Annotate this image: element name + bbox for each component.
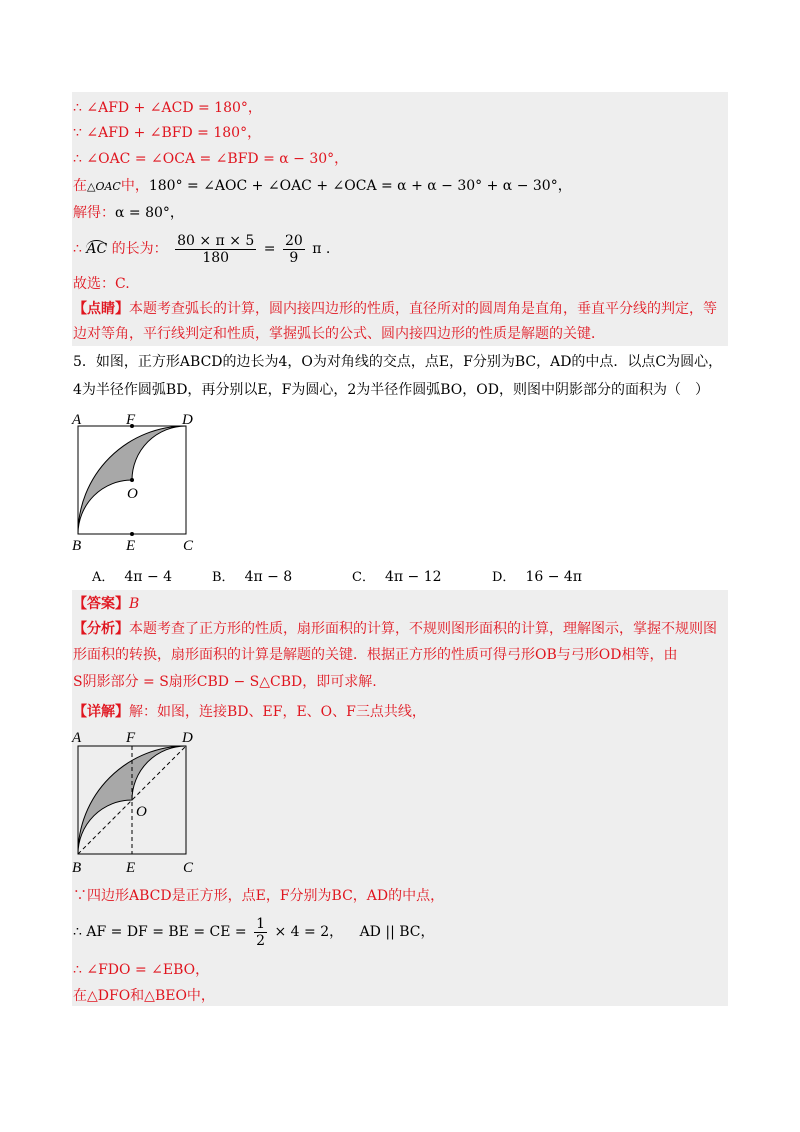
half-fraction: $\frac{1}{2}$: [256, 915, 266, 949]
solution-line-4: 在△OAC中，180° = ∠AOC + ∠OAC + ∠OCA = α + α − 30° + α − 30°，: [73, 178, 572, 194]
arc-length-result: $\frac{20}{9}$: [284, 232, 303, 266]
label-a: A: [72, 412, 82, 428]
analysis-line-3: S阴影部分 = S扇形CBD − S△CBD，即可求解.: [73, 674, 377, 690]
comment-line-2: 边对等角，平行线判定和性质，掌握弧长的公式、圆内接四边形的性质是解题的关键．: [73, 326, 605, 342]
detail-line-2: ∵四边形ABCD是正方形，点E，F分别为BC，AD的中点，: [73, 888, 445, 904]
label-b: B: [72, 538, 82, 554]
question-figure: [70, 410, 200, 555]
option-c[interactable]: C． 4π − 12: [352, 569, 442, 585]
option-b[interactable]: B． 4π − 8: [212, 569, 293, 585]
analysis-line-2: 形面积的转换，扇形面积的计算是解题的关键．根据正方形的性质可得弓形OB与弓形OD相等，由: [73, 647, 678, 663]
label-c: C: [183, 538, 194, 554]
option-d[interactable]: D． 16 − 4π: [492, 569, 582, 585]
arc-length-fraction: $\frac{80 \times \pi \times 5}{180}$: [177, 232, 255, 266]
label-f: F: [126, 412, 136, 428]
label-d-2: D: [182, 730, 193, 746]
solution-figure: [70, 726, 200, 876]
solution-line-5: 解得：α = 80°，: [73, 205, 184, 221]
point-o: [130, 478, 134, 482]
solution-line-7: 故选：C.: [73, 276, 130, 292]
solution-line-1: ∴ ∠AFD + ∠ACD = 180°，: [73, 100, 262, 116]
label-a-2: A: [72, 730, 82, 746]
label-o: O: [127, 486, 138, 502]
label-d: D: [182, 412, 193, 428]
answer-line: 【答案】B: [73, 596, 140, 612]
detail-line-3: ∴ AF = DF = BE = CE = $\frac{1}{2}$ × 4 = 2， AD || BC，: [73, 915, 435, 949]
question-line-1: 5．如图，正方形ABCD的边长为4，O为对角线的交点，点E，F分别为BC，AD的中点．以点C为圆心，: [73, 354, 723, 370]
detail-line-1: 【详解】解：如图，连接BD、EF，E、O、F三点共线，: [73, 704, 426, 720]
label-c-2: C: [183, 860, 194, 876]
detail-line-5: 在△DFO和△BEO中，: [73, 988, 215, 1004]
option-a[interactable]: A． 4π − 4: [92, 569, 173, 585]
label-o-2: O: [136, 804, 147, 820]
label-f-2: F: [126, 730, 136, 746]
solution-line-3: ∴ ∠OAC = ∠OCA = ∠BFD = α − 30°，: [73, 151, 349, 167]
solution-line-6: ∴ AC 的长为： $\frac{80 \times \pi \times 5}{180}$ = $\frac{20}{9}$ π .: [73, 232, 331, 266]
analysis-line-1: 【分析】本题考查了正方形的性质，扇形面积的计算，不规则图形面积的计算，理解图示，掌握不规则图: [73, 621, 717, 637]
arc-ac: AC: [86, 241, 108, 257]
detail-line-4: ∴ ∠FDO = ∠EBO，: [73, 962, 210, 978]
solution-line-2: ∵ ∠AFD + ∠BFD = 180°，: [73, 125, 262, 141]
question-line-2: 4为半径作圆弧BD，再分别以E，F为圆心，2为半径作圆弧BO，OD，则图中阴影部分的面积为（ ）: [73, 382, 709, 398]
question-text: [73, 348, 733, 404]
point-e: [130, 532, 134, 536]
label-e-2: E: [126, 860, 136, 876]
label-e: E: [126, 538, 136, 554]
label-b-2: B: [72, 860, 82, 876]
comment-line-1: 【点睛】本题考查弧长的计算，圆内接四边形的性质，直径所对的圆周角是直角，垂直平分线的判定，等: [73, 301, 717, 317]
